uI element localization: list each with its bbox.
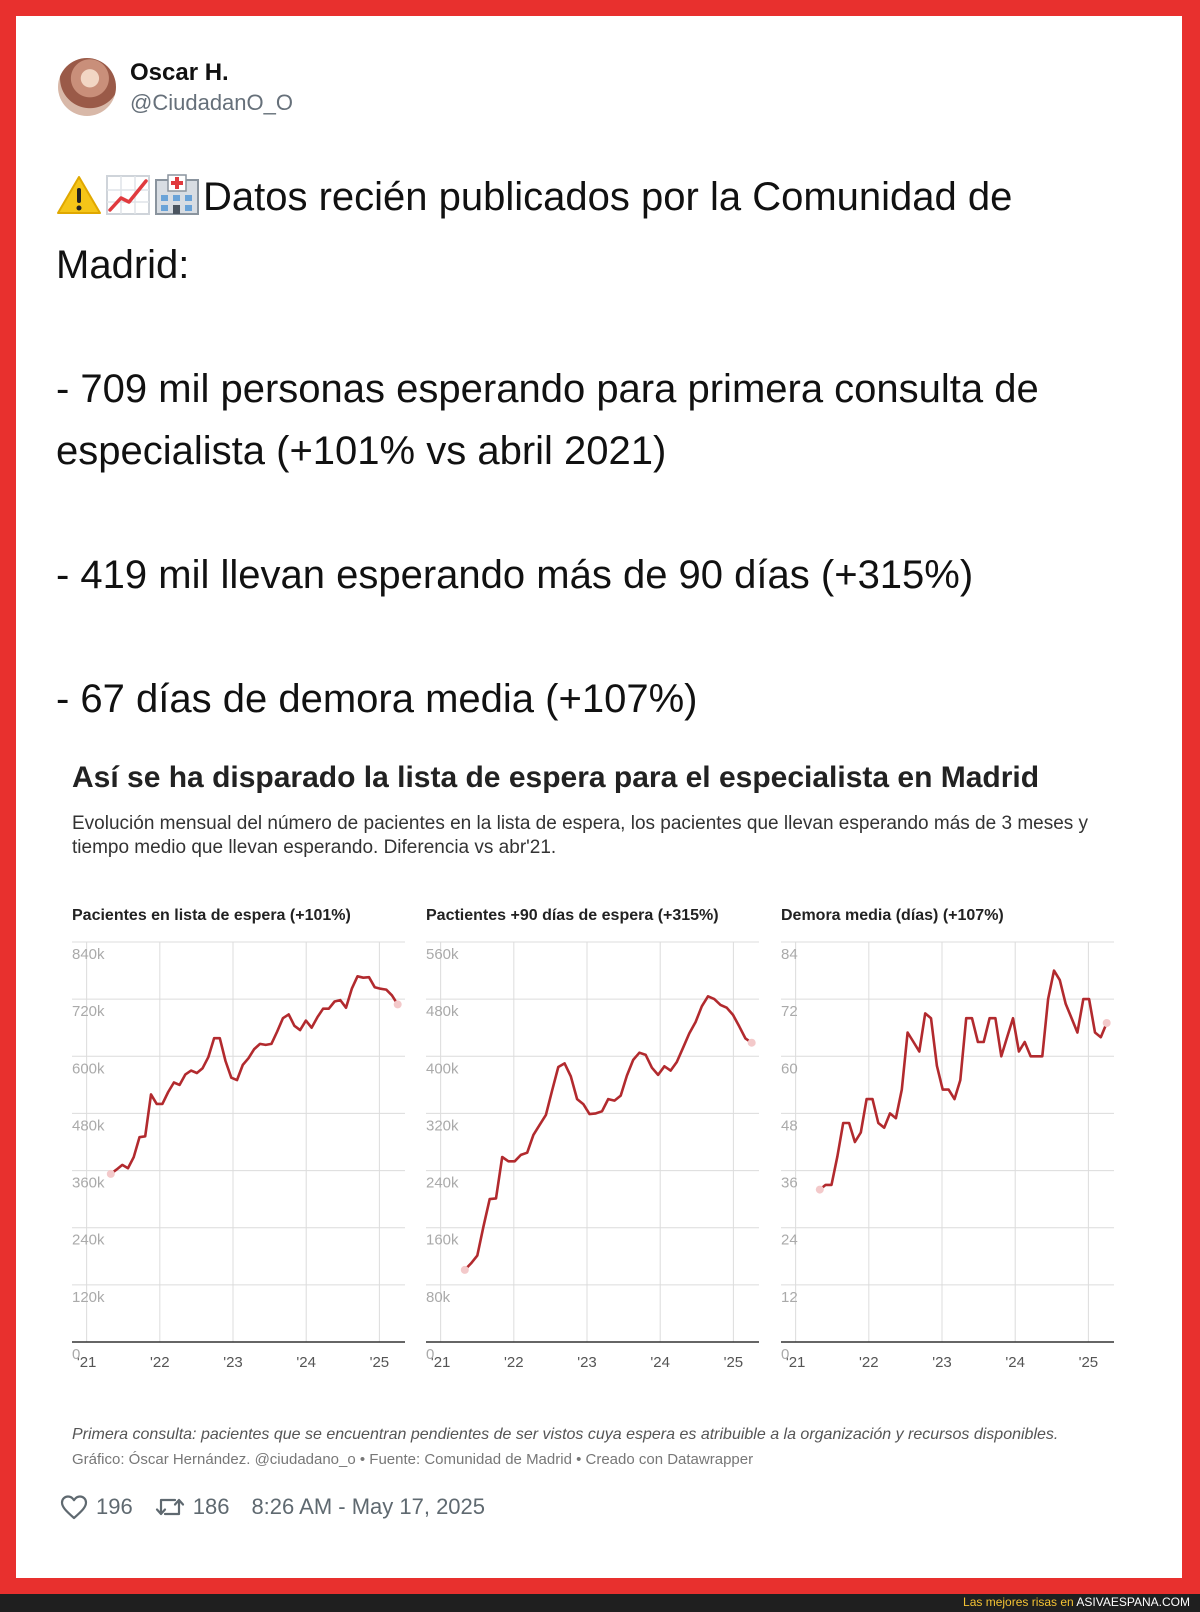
chart-panel-3	[781, 907, 1114, 1371]
retweet-icon	[155, 1494, 185, 1520]
series-end-marker	[394, 1000, 402, 1008]
y-tick-label: 0	[426, 1346, 435, 1363]
tweet-timestamp[interactable]: 8:26 AM - May 17, 2025	[251, 1494, 486, 1519]
x-tick-label: '25	[369, 1354, 390, 1371]
y-tick-label: 0	[781, 1346, 790, 1363]
series-start-marker	[461, 1266, 469, 1274]
y-tick-label: 480k	[426, 1003, 459, 1021]
footer-site: ASIVAESPANA.COM	[1076, 1595, 1190, 1609]
avatar[interactable]	[58, 58, 116, 116]
x-tick-label: '23	[223, 1354, 243, 1371]
series-line	[465, 996, 752, 1270]
x-tick-label: '23	[577, 1354, 597, 1371]
y-tick-label: 240k	[72, 1231, 105, 1249]
y-tick-label: 120k	[72, 1288, 105, 1306]
tweet-line: - 709 mil personas esperando para primera consulta de	[56, 367, 1039, 411]
x-tick-label: '21	[785, 1354, 806, 1371]
x-tick-label: '22	[859, 1354, 879, 1371]
series-start-marker	[107, 1170, 115, 1178]
y-tick-label: 60	[781, 1060, 798, 1078]
charts-figure	[16, 876, 1182, 1416]
series-line	[111, 976, 398, 1174]
y-tick-label: 72	[781, 1003, 798, 1021]
x-tick-label: '21	[430, 1354, 451, 1371]
y-tick-label: 600k	[72, 1060, 105, 1078]
footer-prefix: Las mejores risas en	[963, 1595, 1074, 1609]
like-count: 196	[96, 1494, 133, 1519]
author-name[interactable]: Oscar H.	[130, 59, 229, 86]
like-button[interactable]	[60, 1494, 133, 1520]
y-tick-label: 240k	[426, 1174, 459, 1192]
warning-icon	[56, 172, 102, 234]
y-tick-label: 84	[781, 946, 798, 963]
x-tick-label: '22	[150, 1354, 170, 1371]
footer-text[interactable]	[963, 1595, 1190, 1609]
panel-title: Pactientes +90 días de espera (+315%)	[426, 907, 719, 924]
series-end-marker	[1103, 1019, 1111, 1027]
y-tick-label: 0	[72, 1346, 81, 1363]
y-tick-label: 560k	[426, 946, 459, 963]
chart-credits: Gráfico: Óscar Hernández. @ciudadano_o • Fuente: Comunidad de Madrid • Creado con Datawrapper	[72, 1451, 754, 1468]
series-line	[820, 971, 1107, 1190]
y-tick-label: 12	[781, 1288, 798, 1306]
x-tick-label: '25	[723, 1354, 744, 1371]
footer-bar	[0, 1594, 1200, 1612]
y-tick-label: 48	[781, 1117, 798, 1135]
author-handle[interactable]: @CiudadanO_O	[130, 90, 293, 115]
y-tick-label: 160k	[426, 1231, 459, 1249]
y-tick-label: 360k	[72, 1174, 105, 1192]
tweet-line: - 67 días de demora media (+107%)	[56, 677, 698, 721]
tweet-line: Madrid:	[56, 243, 190, 287]
tweet-line: - 419 mil llevan esperando más de 90 días (+315%)	[56, 553, 974, 597]
y-tick-label: 480k	[72, 1117, 105, 1135]
x-tick-label: '25	[1078, 1354, 1099, 1371]
x-tick-label: '21	[76, 1354, 97, 1371]
series-end-marker	[748, 1039, 756, 1047]
chart-panel-1	[72, 907, 405, 1371]
y-tick-label: 36	[781, 1174, 798, 1192]
y-tick-label: 24	[781, 1231, 798, 1249]
y-tick-label: 720k	[72, 1003, 105, 1021]
x-tick-label: '24	[1005, 1354, 1025, 1371]
x-tick-label: '24	[296, 1354, 316, 1371]
heart-icon	[60, 1494, 88, 1520]
tweet-text	[56, 166, 1146, 730]
tweet-line: Datos recién publicados por la Comunidad de	[56, 166, 1146, 234]
retweet-count: 186	[192, 1494, 230, 1519]
y-tick-label: 840k	[72, 946, 105, 963]
y-tick-label: 320k	[426, 1117, 459, 1135]
tweet-line: especialista (+101% vs abril 2021)	[56, 429, 667, 473]
x-tick-label: '22	[504, 1354, 524, 1371]
panel-title: Demora media (días) (+107%)	[781, 907, 1004, 924]
retweet-button[interactable]	[155, 1494, 230, 1520]
chart-note: Primera consulta: pacientes que se encuentran pendientes de ser vistos cuya espera es atribuible a la organización y recursos disponibles.	[72, 1426, 1059, 1443]
series-start-marker	[816, 1186, 824, 1194]
tweet-stats	[60, 1494, 485, 1520]
y-tick-label: 80k	[426, 1288, 451, 1306]
chart-subtitle: Evolución mensual del número de pacientes en la lista de espera, los pacientes que llevan esperando más de 3 meses y tiempo medio que llevan esperando. Diferencia vs abr'21.	[72, 813, 1089, 858]
chart-title: Así se ha disparado la lista de espera para el especialista en Madrid	[72, 761, 1040, 794]
panel-title: Pacientes en lista de espera (+101%)	[72, 907, 351, 924]
x-tick-label: '24	[650, 1354, 670, 1371]
hospital-icon	[154, 172, 200, 234]
y-tick-label: 400k	[426, 1060, 459, 1078]
tweet-card	[16, 16, 1182, 1578]
x-tick-label: '23	[932, 1354, 952, 1371]
chart-panel-2	[426, 907, 759, 1371]
chart-increasing-icon	[105, 172, 151, 234]
